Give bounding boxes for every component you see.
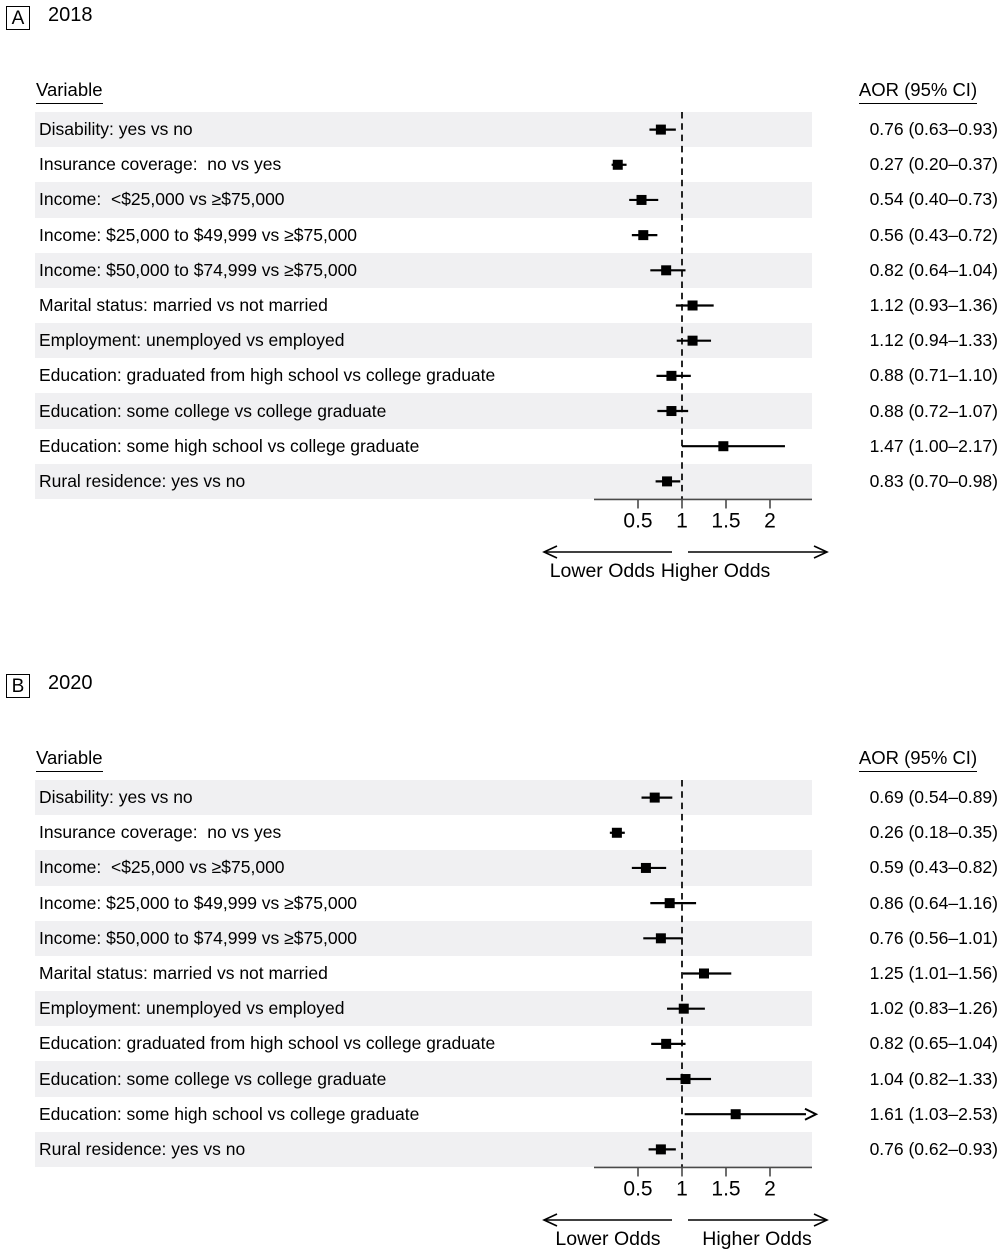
forest-row <box>35 218 998 253</box>
panel-letter-a: A <box>6 6 30 30</box>
higher-odds-label: Higher Odds <box>660 560 771 582</box>
row-aor-value: 0.76 (0.62–0.93) <box>869 1138 998 1159</box>
forest-row <box>35 1132 998 1167</box>
row-variable-label: Education: some college vs college graduate <box>39 400 387 421</box>
row-aor-value: 0.88 (0.72–1.07) <box>869 400 998 421</box>
forest-row <box>35 323 998 358</box>
x-tick-label: 2 <box>764 509 776 533</box>
row-variable-label: Employment: unemployed vs employed <box>39 998 345 1019</box>
forest-row <box>35 182 998 217</box>
row-aor-value: 0.27 (0.20–0.37) <box>869 154 998 175</box>
panel-2020 <box>0 668 1000 1254</box>
forest-row <box>35 288 998 323</box>
row-aor-value: 1.25 (1.01–1.56) <box>869 962 998 983</box>
forest-row <box>35 1061 998 1096</box>
row-variable-label: Education: graduated from high school vs college graduate <box>39 1033 496 1054</box>
lower-odds-label: Lower Odds <box>555 1228 661 1250</box>
row-variable-label: Insurance coverage: no vs yes <box>39 822 282 843</box>
row-aor-value: 0.82 (0.64–1.04) <box>869 259 998 280</box>
row-variable-label: Income: <$25,000 vs ≥$75,000 <box>39 189 285 210</box>
forest-row <box>35 464 998 499</box>
x-tick-label: 1 <box>676 509 688 533</box>
row-variable-label: Education: some college vs college graduate <box>39 1068 387 1089</box>
forest-row <box>35 815 998 850</box>
row-aor-value: 0.76 (0.56–1.01) <box>869 927 998 948</box>
row-aor-value: 1.61 (1.03–2.53) <box>869 1103 998 1124</box>
column-header-variable-text: Variable <box>36 79 103 104</box>
column-header-variable-text: Variable <box>36 747 103 772</box>
row-variable-label: Insurance coverage: no vs yes <box>39 154 282 175</box>
forest-row <box>35 956 998 991</box>
row-aor-value: 0.88 (0.71–1.10) <box>869 365 998 386</box>
forest-row <box>35 358 998 393</box>
axis-direction-labels <box>495 560 825 583</box>
x-tick-label: 0.5 <box>623 1177 653 1201</box>
forest-row <box>35 112 998 147</box>
row-variable-label: Income: $25,000 to $49,999 vs ≥$75,000 <box>39 224 358 245</box>
row-variable-label: Disability: yes vs no <box>39 787 193 808</box>
forest-row <box>35 850 998 885</box>
row-aor-value: 0.76 (0.63–0.93) <box>869 119 998 140</box>
forest-row <box>35 1026 998 1061</box>
column-header-aor-text: AOR (95% CI) <box>859 79 977 104</box>
x-tick-label: 1.5 <box>711 509 741 533</box>
row-aor-value: 0.86 (0.64–1.16) <box>869 892 998 913</box>
row-aor-value: 0.54 (0.40–0.73) <box>869 189 998 210</box>
forest-row <box>35 253 998 288</box>
forest-row <box>35 393 998 428</box>
row-aor-value: 1.47 (1.00–2.17) <box>869 435 998 456</box>
row-aor-value: 1.12 (0.93–1.36) <box>869 294 998 315</box>
row-aor-value: 0.82 (0.65–1.04) <box>869 1033 998 1054</box>
row-variable-label: Education: some high school vs college graduate <box>39 1103 420 1124</box>
row-variable-label: Education: some high school vs college graduate <box>39 435 420 456</box>
panel-title-2020: 2020 <box>48 672 93 694</box>
row-variable-label: Income: $25,000 to $49,999 vs ≥$75,000 <box>39 892 358 913</box>
forest-rows-2020 <box>0 668 1000 1254</box>
forest-row <box>35 921 998 956</box>
row-variable-label: Income: <$25,000 vs ≥$75,000 <box>39 857 285 878</box>
row-variable-label: Marital status: married vs not married <box>39 294 328 315</box>
row-variable-label: Rural residence: yes vs no <box>39 1138 246 1159</box>
row-aor-value: 0.26 (0.18–0.35) <box>869 822 998 843</box>
row-aor-value: 0.59 (0.43–0.82) <box>869 857 998 878</box>
row-aor-value: 0.56 (0.43–0.72) <box>869 224 998 245</box>
row-aor-value: 1.12 (0.94–1.33) <box>869 330 998 351</box>
row-aor-value: 0.83 (0.70–0.98) <box>869 470 998 491</box>
x-tick-label: 1 <box>676 1177 688 1201</box>
row-variable-label: Disability: yes vs no <box>39 119 193 140</box>
row-variable-label: Rural residence: yes vs no <box>39 470 246 491</box>
x-tick-label: 0.5 <box>623 509 653 533</box>
forest-row <box>35 780 998 815</box>
forest-row <box>35 147 998 182</box>
lower-odds-label: Lower Odds <box>549 560 655 582</box>
x-tick-label: 1.5 <box>711 1177 741 1201</box>
x-tick-label: 2 <box>764 1177 776 1201</box>
forest-row <box>35 1097 998 1132</box>
row-variable-label: Marital status: married vs not married <box>39 962 328 983</box>
higher-odds-label: Higher Odds <box>702 1228 812 1250</box>
row-variable-label: Income: $50,000 to $74,999 vs ≥$75,000 <box>39 927 358 948</box>
row-aor-value: 0.69 (0.54–0.89) <box>869 787 998 808</box>
forest-row <box>35 886 998 921</box>
row-aor-value: 1.04 (0.82–1.33) <box>869 1068 998 1089</box>
row-variable-label: Education: graduated from high school vs college graduate <box>39 365 496 386</box>
panel-letter-b: B <box>6 674 30 698</box>
row-variable-label: Income: $50,000 to $74,999 vs ≥$75,000 <box>39 259 358 280</box>
forest-row <box>35 991 998 1026</box>
panel-title-2018: 2018 <box>48 4 93 26</box>
forest-row <box>35 429 998 464</box>
row-variable-label: Employment: unemployed vs employed <box>39 330 345 351</box>
column-header-aor-text: AOR (95% CI) <box>859 747 977 772</box>
row-aor-value: 1.02 (0.83–1.26) <box>869 998 998 1019</box>
